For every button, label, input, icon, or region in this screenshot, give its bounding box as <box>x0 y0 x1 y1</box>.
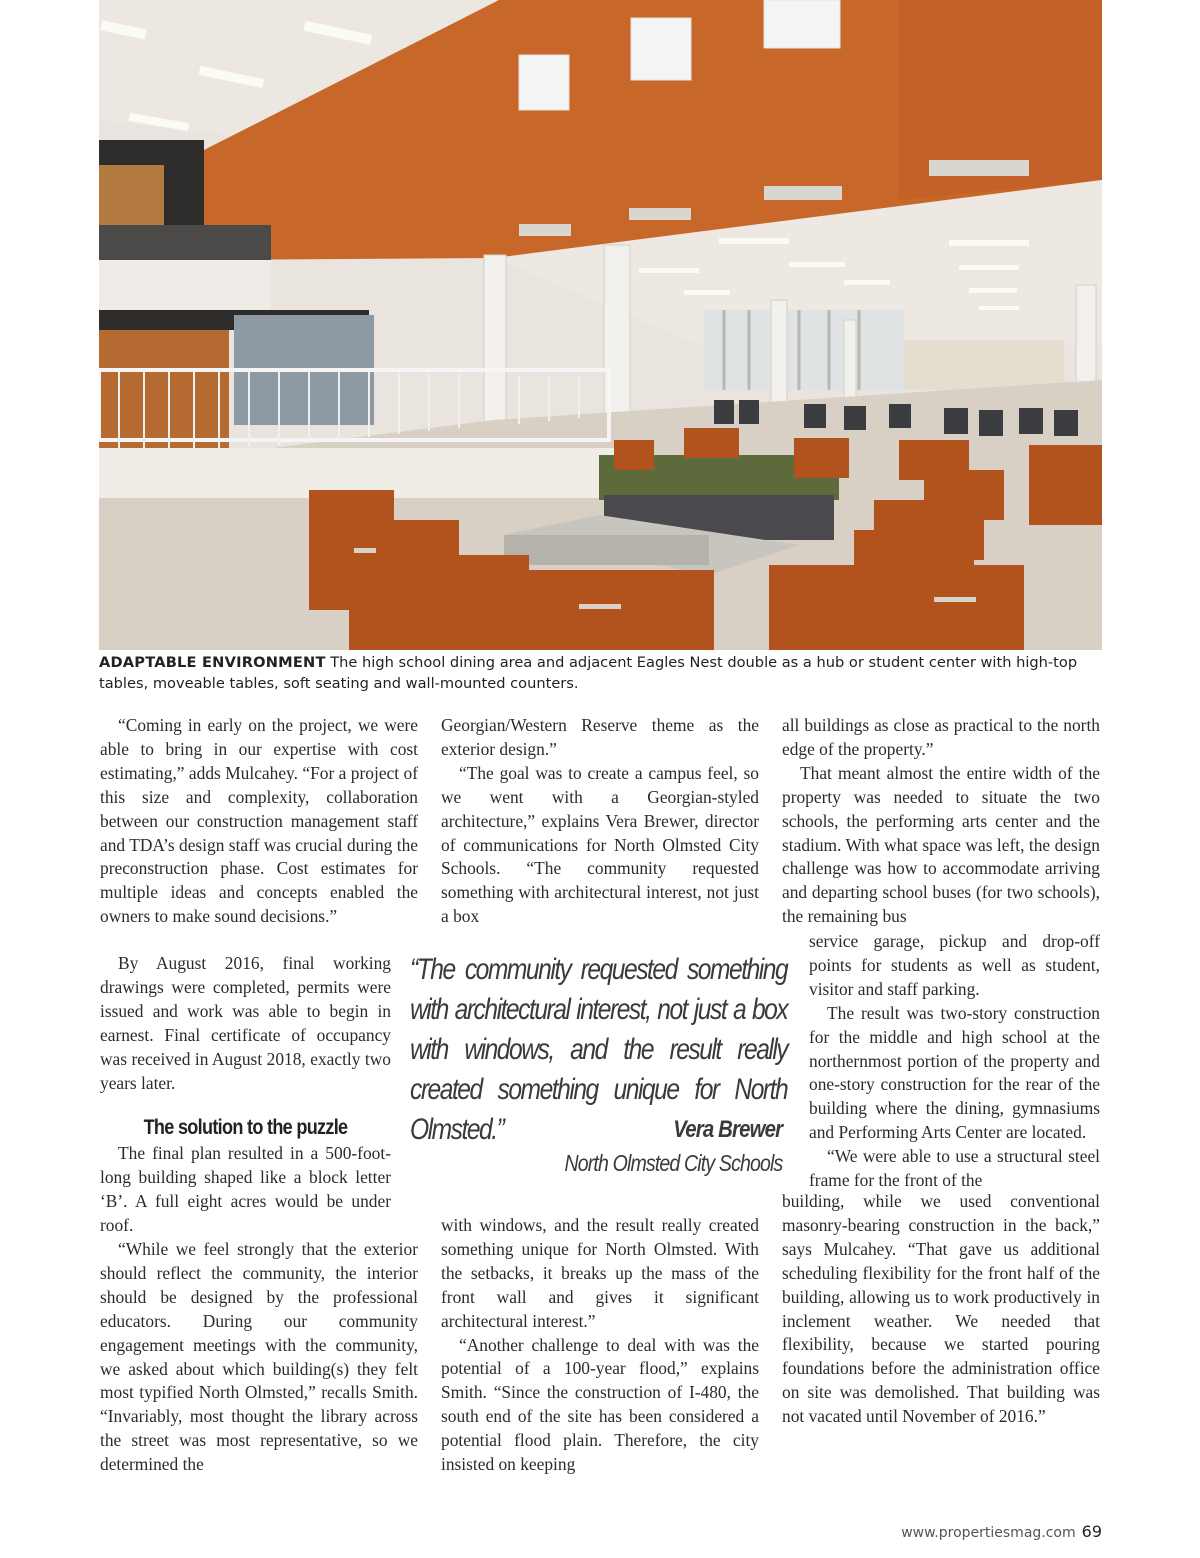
pull-quote <box>410 950 790 1176</box>
footer-url[interactable]: www.propertiesmag.com <box>901 1525 1076 1541</box>
column-3-top <box>782 714 1100 929</box>
photo-caption <box>99 652 1109 694</box>
dining-hall-illustration <box>99 0 1102 650</box>
paragraph: That meant almost the entire width of the property was needed to situate the two schools, the performing arts center and the stadium. With what space was left, the design challenge was how to accommodate arriving and departing school buses (for two schools), the remaining bus <box>782 762 1100 927</box>
pull-quote-text: “The community requested something with architectural interest, not just a box with windows, and the result really created something unique for North Olmsted.” <box>410 953 788 1146</box>
paragraph: Georgian/Western Reserve theme as the exterior design.” <box>441 715 759 759</box>
caption-label: ADAPTABLE ENVIRONMENT <box>99 654 326 671</box>
caption-text: The high school dining area and adjacent Eagles Nest double as a hub or student center with high-top tables, moveable tables, soft seating and wall-mounted counters. <box>99 654 1078 692</box>
column-3-bottom <box>782 1190 1100 1429</box>
page-number: 69 <box>1081 1522 1102 1541</box>
paragraph: all buildings as close as practical to the north edge of the property.” <box>782 715 1100 759</box>
paragraph: building, while we used conventional masonry-bearing construction in the back,” says Mulcahey. “That gave us additional scheduling flexibility for the front half of the building, allowing us to work productively in inclement weather. We needed that flexibility, because we started pouring foundations before the administration office on site was demolished. That building was not vacated until November of 2016.” <box>782 1191 1100 1427</box>
column-1-top <box>100 714 418 929</box>
column-2-bottom <box>441 1214 759 1477</box>
paragraph: service garage, pickup and drop-off points for students as well as student, visitor and staff parking. <box>809 931 1100 999</box>
paragraph: “We were able to use a structural steel frame for the front of the <box>809 1146 1100 1191</box>
section-subhead: The solution to the puzzle <box>143 1116 348 1139</box>
pull-quote-attribution-org: North Olmsted City Schools <box>563 1150 782 1176</box>
paragraph: “The goal was to create a campus feel, so we went with a Georgian-styled architecture,” explains Vera Brewer, director of communications for North Olmsted City Schools. “The community requested something with architectural interest, not just a box <box>441 762 759 927</box>
pull-quote-attribution-name: Vera Brewer <box>673 1116 782 1143</box>
column-3-middle <box>809 930 1100 1193</box>
paragraph: By August 2016, final working drawings were completed, permits were issued and work was able to begin in earnest. Final certificate of occupancy was received in August 2018, exactly two years later. <box>100 953 391 1093</box>
column-2-top <box>441 714 759 929</box>
paragraph: “Coming in early on the project, we were able to bring in our expertise with cost estimating,” adds Mulcahey. “For a project of this size and complexity, collaboration between our construction management staff and TDA’s design staff was crucial during the preconstruction phase. Cost estimates for multiple ideas and concepts enabled the owners to make sound decisions.” <box>100 715 418 927</box>
paragraph: The final plan resulted in a 500-foot-long building shaped like a block letter ‘B’. A full eight acres would be under roof. <box>100 1143 391 1235</box>
paragraph: The result was two-story construction for the middle and high school at the northernmost portion of the property and one-story construction for the rear of the building where the dining, gymnasiums and Performing Arts Center are located. <box>809 1002 1100 1143</box>
paragraph: “Another challenge to deal with was the potential of a 100-year flood,” explains Smith. “Since the construction of I-480, the south end of the site has been considered a potential flood plain. Therefore, the city insisted on keeping <box>441 1334 759 1475</box>
column-1-bottom <box>100 1238 418 1477</box>
hero-photo <box>99 0 1102 650</box>
paragraph: with windows, and the result really created something unique for North Olmsted. With the setbacks, it breaks up the mass of the front wall and gives it significant architectural interest.” <box>441 1215 759 1331</box>
column-1-lower <box>100 1142 391 1238</box>
page-footer <box>901 1522 1102 1541</box>
column-1-middle <box>100 952 391 1095</box>
paragraph: “While we feel strongly that the exterior should reflect the community, the interior should be designed by the professional educators. During our community engagement meetings with the community, we asked about which building(s) they felt most typified North Olmsted,” recalls Smith. “Invariably, most thought the library across the street was most representative, so we determined the <box>100 1239 418 1475</box>
